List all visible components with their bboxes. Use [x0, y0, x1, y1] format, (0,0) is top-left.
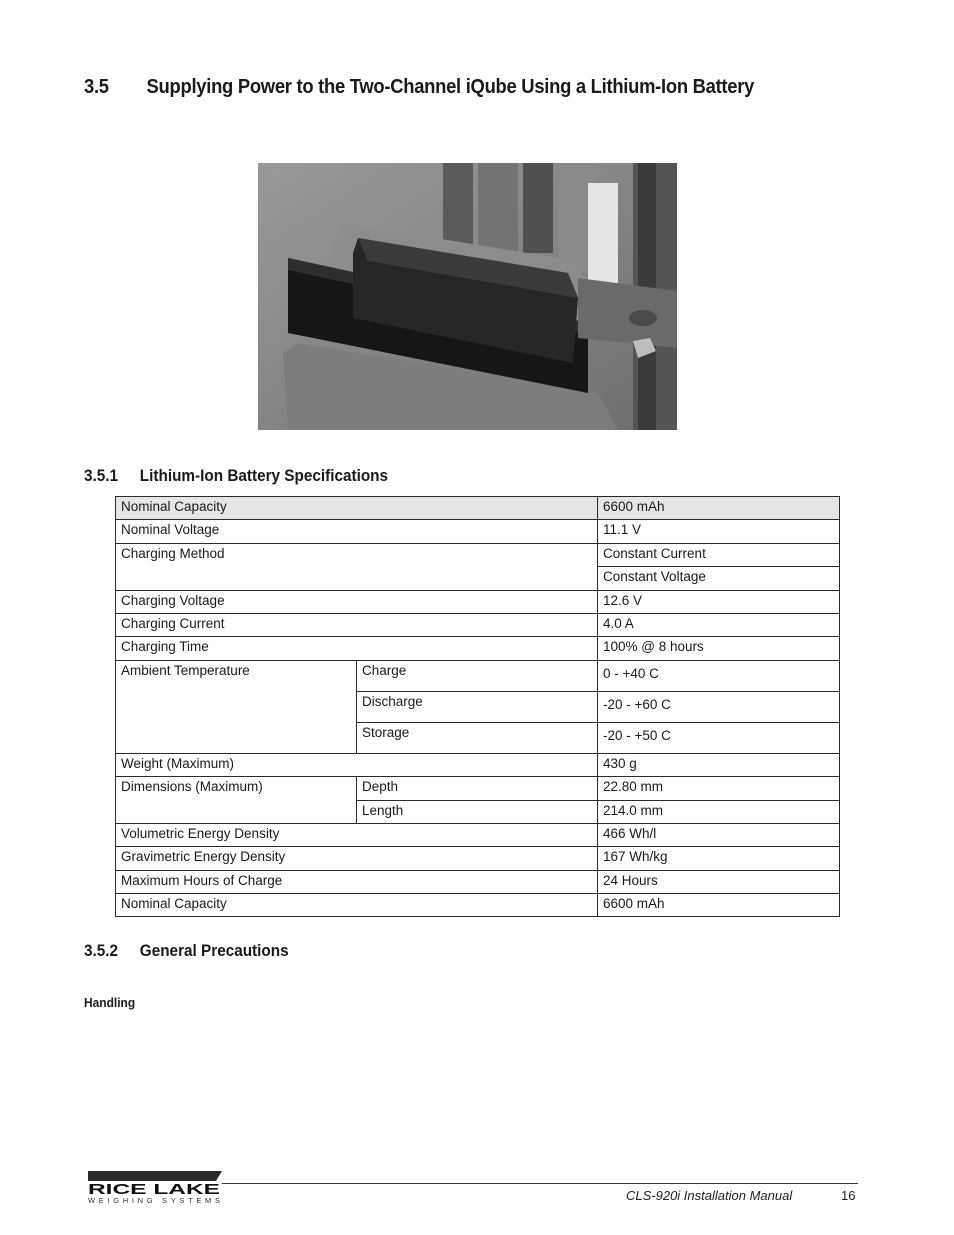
spec-label: Gravimetric Energy Density: [116, 847, 598, 870]
section-heading: [84, 76, 754, 99]
table-row: [116, 823, 840, 846]
subsection-heading-precautions: [84, 941, 289, 961]
table-row: [116, 543, 840, 566]
spec-value: Constant Voltage: [598, 567, 840, 590]
handling-heading: Handling: [84, 995, 136, 1010]
spec-label: Charging Method: [116, 543, 598, 590]
spec-value: -20 - +50 C: [598, 722, 840, 753]
spec-label: Nominal Capacity: [116, 894, 598, 917]
table-row: [116, 637, 840, 660]
subsection-title: Lithium-Ion Battery Specifications: [139, 466, 389, 485]
section-title: Supplying Power to the Two-Channel iQube Using a Lithium-Ion Battery: [146, 76, 755, 98]
subsection-number: 3.5.2: [84, 941, 119, 960]
table-row: [116, 590, 840, 613]
logo-name: RICE LAKE: [88, 1181, 220, 1198]
table-row: [116, 753, 840, 776]
spec-label: Volumetric Energy Density: [116, 823, 598, 846]
table-row: [116, 520, 840, 543]
rice-lake-logo-mark: [88, 1170, 222, 1204]
spec-value: 4.0 A: [598, 613, 840, 636]
spec-value: 12.6 V: [598, 590, 840, 613]
spec-label: Dimensions (Maximum): [116, 777, 357, 824]
battery-photo-illustration: [258, 163, 677, 430]
subsection-title: General Precautions: [139, 941, 289, 960]
spec-value: 100% @ 8 hours: [598, 637, 840, 660]
table-row: [116, 777, 840, 800]
spec-value: 6600 mAh: [598, 497, 840, 520]
footer-rule: [222, 1183, 858, 1184]
battery-specifications-table: [115, 496, 840, 917]
table-row: [116, 613, 840, 636]
spec-value: Constant Current: [598, 543, 840, 566]
spec-sublabel: Charge: [357, 660, 598, 691]
battery-photo: [258, 163, 677, 430]
spec-value: 22.80 mm: [598, 777, 840, 800]
spec-value: 466 Wh/l: [598, 823, 840, 846]
spec-sublabel: Storage: [357, 722, 598, 753]
subsection-number: 3.5.1: [84, 466, 119, 485]
spec-label: Charging Voltage: [116, 590, 598, 613]
spec-sublabel: Discharge: [357, 691, 598, 722]
spec-value: 0 - +40 C: [598, 660, 840, 691]
spec-value: 24 Hours: [598, 870, 840, 893]
spec-label: Nominal Capacity: [116, 497, 598, 520]
spec-sublabel: Depth: [357, 777, 598, 800]
spec-label: Ambient Temperature: [116, 660, 357, 753]
section-number: 3.5: [84, 76, 109, 98]
spec-value: 6600 mAh: [598, 894, 840, 917]
spec-label: Charging Time: [116, 637, 598, 660]
footer-manual-title: CLS-920i Installation Manual: [626, 1188, 793, 1203]
rice-lake-logo: [88, 1170, 222, 1204]
spec-label: Weight (Maximum): [116, 753, 598, 776]
subsection-heading-specs: [84, 466, 388, 486]
spec-value: 167 Wh/kg: [598, 847, 840, 870]
spec-value: 11.1 V: [598, 520, 840, 543]
spec-label: Nominal Voltage: [116, 520, 598, 543]
table-row: [116, 870, 840, 893]
spec-label: Maximum Hours of Charge: [116, 870, 598, 893]
logo-subtitle: WEIGHING SYSTEMS: [88, 1196, 220, 1204]
table-row: [116, 847, 840, 870]
spec-value: -20 - +60 C: [598, 691, 840, 722]
footer-page-number: 16: [841, 1188, 856, 1203]
spec-label: Charging Current: [116, 613, 598, 636]
table-row: [116, 894, 840, 917]
table-row: [116, 660, 840, 691]
spec-value: 214.0 mm: [598, 800, 840, 823]
table-row: [116, 497, 840, 520]
spec-value: 430 g: [598, 753, 840, 776]
spec-sublabel: Length: [357, 800, 598, 823]
